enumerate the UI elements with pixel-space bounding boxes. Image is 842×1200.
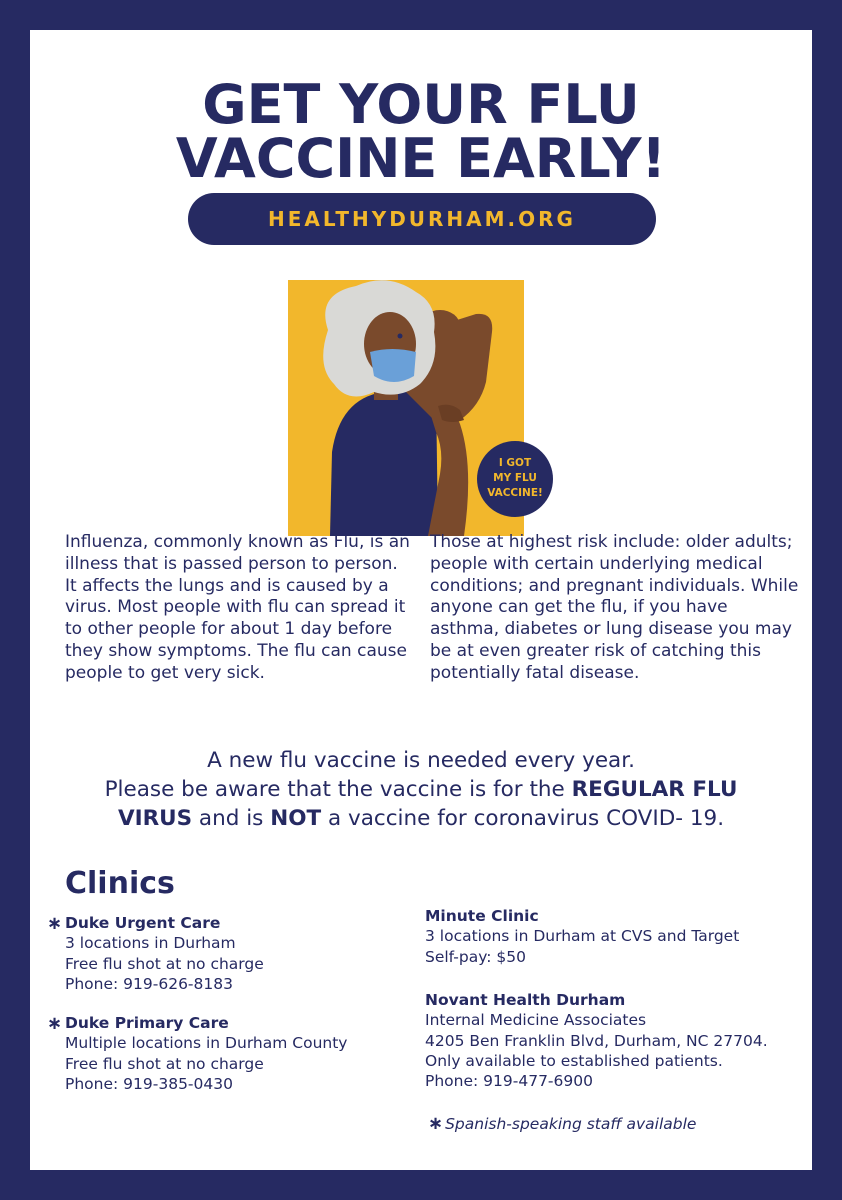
- clinic-phone: Phone: 919-626-8183: [65, 974, 233, 993]
- risk-description: Those at highest risk include: older adults; people with certain underlying medical conditions; and pregnant individuals. While anyone can get the flu, if you have asthma, diabetes or lung disease you may be at even greater risk of catching this potentially fatal disease.: [430, 532, 799, 683]
- website-banner[interactable]: [188, 193, 656, 245]
- clinic-minute-clinic: [425, 906, 739, 967]
- notice-emphasis: VIRUS: [117, 806, 193, 831]
- clinic-name: Duke Primary Care: [65, 1014, 229, 1032]
- clinic-address: 4205 Ben Franklin Blvd, Durham, NC 27704.: [425, 1031, 768, 1050]
- clinic-detail: Only available to established patients.: [425, 1051, 723, 1070]
- clinic-detail: Free flu shot at no charge: [65, 954, 264, 973]
- badge-line-2: MY FLU: [493, 472, 537, 484]
- title-line-1: GET YOUR FLU: [202, 73, 640, 136]
- clinic-detail: 3 locations in Durham at CVS and Target: [425, 927, 740, 946]
- footnote-text: Spanish-speaking staff available: [445, 1115, 697, 1133]
- clinic-detail: Free flu shot at no charge: [65, 1054, 264, 1073]
- face-mask: [370, 349, 416, 382]
- clinics-heading: Clinics: [65, 866, 175, 901]
- notice-text: a vaccine for coronavirus COVID- 19.: [321, 806, 725, 831]
- website-link[interactable]: HEALTHYDURHAM.ORG: [268, 207, 576, 231]
- notice-line-3: [30, 804, 812, 833]
- clinic-duke-primary-care: ∗ Duke Primary Care Multiple locations in Durham County Free flu shot at no charge Phone: 919-385-0430: [47, 1013, 348, 1093]
- clinic-detail: Multiple locations in Durham County: [65, 1034, 348, 1053]
- notice-text: Please be aware that the vaccine is for the: [104, 777, 572, 802]
- clinic-name: Minute Clinic: [425, 907, 539, 925]
- clinic-name: Duke Urgent Care: [65, 914, 221, 932]
- clinic-name: Novant Health Durham: [425, 991, 626, 1009]
- asterisk-icon: ∗: [428, 1113, 444, 1134]
- clinic-phone: Phone: 919-477-6900: [425, 1072, 593, 1091]
- clinic-detail: 3 locations in Durham: [65, 934, 236, 953]
- notice-line-2: [30, 775, 812, 804]
- notice-emphasis: NOT: [270, 806, 322, 831]
- clinic-price: Self-pay: $50: [425, 947, 526, 966]
- notice-emphasis: REGULAR FLU: [571, 777, 738, 802]
- notice-line-1: A new flu vaccine is needed every year.: [207, 748, 635, 773]
- clinic-duke-urgent-care: ∗ Duke Urgent Care 3 locations in Durham Free flu shot at no charge Phone: 919-626-8183: [47, 913, 264, 993]
- page-title: [30, 73, 812, 190]
- vaccine-notice: [30, 746, 812, 833]
- title-line-2: VACCINE EARLY!: [175, 127, 667, 190]
- vaccinated-woman-illustration: [288, 274, 560, 536]
- clinic-detail: Internal Medicine Associates: [425, 1011, 647, 1030]
- clinic-novant-health: [425, 990, 768, 1091]
- clinic-phone: Phone: 919-385-0430: [65, 1074, 233, 1093]
- eye: [398, 334, 403, 339]
- badge-line-1: I GOT: [498, 457, 532, 469]
- flu-description: Influenza, commonly known as Flu, is an illness that is passed person to person. It affects the lungs and is caused by a virus. Most people with flu can spread it to other people for about 1 day before they show symptoms. The flu can cause people to get very sick.: [65, 532, 410, 683]
- badge-line-3: VACCINE!: [487, 487, 543, 499]
- flyer-page: [30, 30, 812, 1170]
- spanish-staff-footnote: [428, 1113, 696, 1134]
- notice-text: and is: [192, 806, 271, 831]
